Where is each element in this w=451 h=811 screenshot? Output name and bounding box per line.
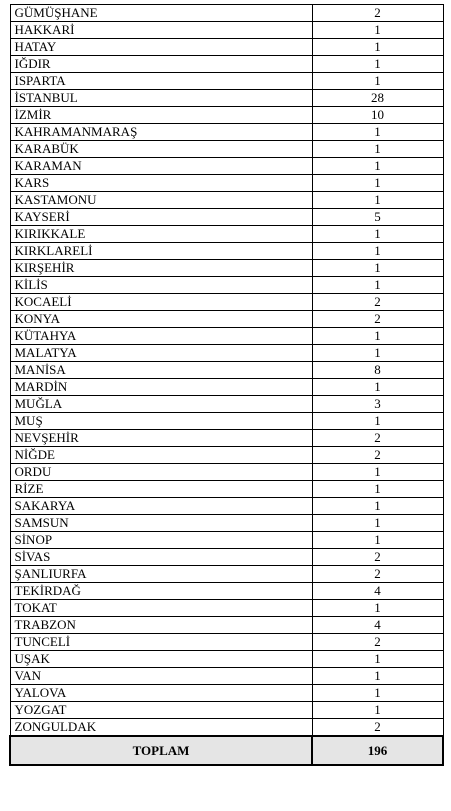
table-row <box>10 685 443 702</box>
table-row <box>10 175 443 192</box>
count-cell: 3 <box>312 396 443 413</box>
table-row <box>10 141 443 158</box>
count-cell: 2 <box>312 447 443 464</box>
table-row <box>10 532 443 549</box>
province-name-cell: KIRIKKALE <box>10 226 312 243</box>
table-row <box>10 277 443 294</box>
count-cell: 2 <box>312 294 443 311</box>
province-name-cell: KIRKLARELİ <box>10 243 312 260</box>
province-name-cell: KARABÜK <box>10 141 312 158</box>
count-cell: 1 <box>312 175 443 192</box>
count-cell: 1 <box>312 22 443 39</box>
table-row <box>10 56 443 73</box>
table-row <box>10 209 443 226</box>
province-name-cell: SAKARYA <box>10 498 312 515</box>
province-name-cell: TUNCELİ <box>10 634 312 651</box>
count-cell: 2 <box>312 634 443 651</box>
count-cell: 4 <box>312 583 443 600</box>
count-cell: 1 <box>312 481 443 498</box>
province-name-cell: SİVAS <box>10 549 312 566</box>
count-cell: 1 <box>312 260 443 277</box>
province-name-cell: ZONGULDAK <box>10 719 312 737</box>
table-row <box>10 39 443 56</box>
province-name-cell: UŞAK <box>10 651 312 668</box>
count-cell: 1 <box>312 464 443 481</box>
table-row <box>10 583 443 600</box>
table-row <box>10 719 443 737</box>
count-cell: 28 <box>312 90 443 107</box>
province-name-cell: RİZE <box>10 481 312 498</box>
count-cell: 2 <box>312 549 443 566</box>
table-row <box>10 294 443 311</box>
table-row <box>10 481 443 498</box>
province-name-cell: ŞANLIURFA <box>10 566 312 583</box>
province-name-cell: YOZGAT <box>10 702 312 719</box>
table-row <box>10 702 443 719</box>
province-name-cell: KÜTAHYA <box>10 328 312 345</box>
count-cell: 2 <box>312 719 443 737</box>
total-row <box>10 736 443 765</box>
table-row <box>10 90 443 107</box>
count-cell: 1 <box>312 498 443 515</box>
table-row <box>10 515 443 532</box>
table-row <box>10 124 443 141</box>
province-name-cell: İZMİR <box>10 107 312 124</box>
count-cell: 5 <box>312 209 443 226</box>
count-cell: 2 <box>312 566 443 583</box>
count-cell: 1 <box>312 328 443 345</box>
table-body <box>10 5 443 737</box>
count-cell: 1 <box>312 39 443 56</box>
table-row <box>10 668 443 685</box>
province-name-cell: MUĞLA <box>10 396 312 413</box>
province-count-table <box>9 4 444 766</box>
province-count-table-sheet <box>9 4 444 766</box>
count-cell: 1 <box>312 685 443 702</box>
province-name-cell: KAYSERİ <box>10 209 312 226</box>
count-cell: 2 <box>312 311 443 328</box>
table-row <box>10 617 443 634</box>
table-row <box>10 447 443 464</box>
table-row <box>10 566 443 583</box>
table-row <box>10 396 443 413</box>
table-row <box>10 73 443 90</box>
province-name-cell: MUŞ <box>10 413 312 430</box>
count-cell: 1 <box>312 226 443 243</box>
province-name-cell: YALOVA <box>10 685 312 702</box>
table-row <box>10 260 443 277</box>
province-name-cell: TRABZON <box>10 617 312 634</box>
province-name-cell: KAHRAMANMARAŞ <box>10 124 312 141</box>
total-value: 196 <box>312 736 443 765</box>
province-name-cell: HAKKARİ <box>10 22 312 39</box>
province-name-cell: IĞDIR <box>10 56 312 73</box>
province-name-cell: MANİSA <box>10 362 312 379</box>
province-name-cell: KASTAMONU <box>10 192 312 209</box>
province-name-cell: GÜMÜŞHANE <box>10 5 312 22</box>
count-cell: 1 <box>312 277 443 294</box>
province-name-cell: ORDU <box>10 464 312 481</box>
table-row <box>10 651 443 668</box>
table-row <box>10 22 443 39</box>
province-name-cell: NİĞDE <box>10 447 312 464</box>
table-row <box>10 600 443 617</box>
count-cell: 1 <box>312 532 443 549</box>
table-row <box>10 243 443 260</box>
province-name-cell: ISPARTA <box>10 73 312 90</box>
count-cell: 1 <box>312 73 443 90</box>
table-row <box>10 107 443 124</box>
count-cell: 1 <box>312 141 443 158</box>
province-name-cell: KIRŞEHİR <box>10 260 312 277</box>
table-row <box>10 634 443 651</box>
table-row <box>10 192 443 209</box>
count-cell: 1 <box>312 158 443 175</box>
province-name-cell: KOCAELİ <box>10 294 312 311</box>
count-cell: 1 <box>312 56 443 73</box>
count-cell: 4 <box>312 617 443 634</box>
count-cell: 1 <box>312 668 443 685</box>
table-row <box>10 464 443 481</box>
count-cell: 1 <box>312 243 443 260</box>
count-cell: 1 <box>312 651 443 668</box>
count-cell: 10 <box>312 107 443 124</box>
province-name-cell: VAN <box>10 668 312 685</box>
province-name-cell: KİLİS <box>10 277 312 294</box>
table-row <box>10 345 443 362</box>
province-name-cell: MALATYA <box>10 345 312 362</box>
province-name-cell: KARS <box>10 175 312 192</box>
count-cell: 8 <box>312 362 443 379</box>
table-row <box>10 311 443 328</box>
province-name-cell: TOKAT <box>10 600 312 617</box>
total-label: TOPLAM <box>10 736 312 765</box>
table-row <box>10 549 443 566</box>
table-row <box>10 379 443 396</box>
count-cell: 1 <box>312 124 443 141</box>
count-cell: 1 <box>312 379 443 396</box>
count-cell: 2 <box>312 5 443 22</box>
count-cell: 1 <box>312 345 443 362</box>
count-cell: 1 <box>312 515 443 532</box>
province-name-cell: TEKİRDAĞ <box>10 583 312 600</box>
table-row <box>10 430 443 447</box>
province-name-cell: KARAMAN <box>10 158 312 175</box>
table-row <box>10 498 443 515</box>
table-row <box>10 226 443 243</box>
table-row <box>10 5 443 22</box>
province-name-cell: SAMSUN <box>10 515 312 532</box>
table-row <box>10 362 443 379</box>
province-name-cell: KONYA <box>10 311 312 328</box>
count-cell: 1 <box>312 413 443 430</box>
table-row <box>10 328 443 345</box>
province-name-cell: HATAY <box>10 39 312 56</box>
province-name-cell: SİNOP <box>10 532 312 549</box>
table-row <box>10 158 443 175</box>
table-row <box>10 413 443 430</box>
province-name-cell: MARDİN <box>10 379 312 396</box>
count-cell: 2 <box>312 430 443 447</box>
count-cell: 1 <box>312 192 443 209</box>
count-cell: 1 <box>312 702 443 719</box>
count-cell: 1 <box>312 600 443 617</box>
province-name-cell: İSTANBUL <box>10 90 312 107</box>
province-name-cell: NEVŞEHİR <box>10 430 312 447</box>
